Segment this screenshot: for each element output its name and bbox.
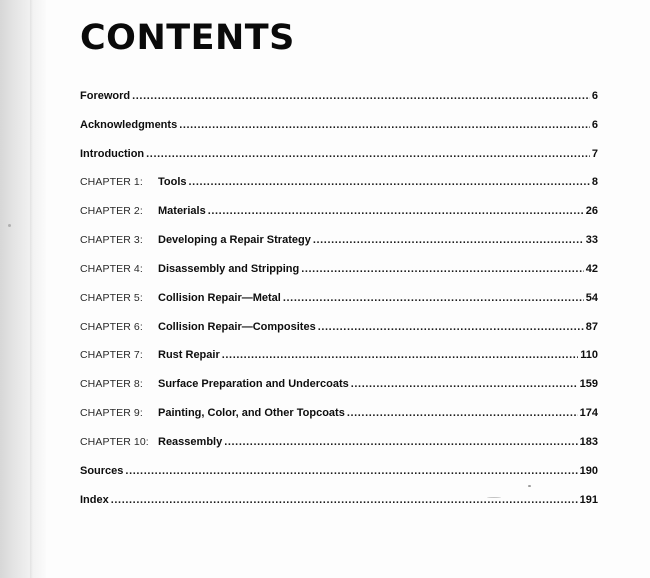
page-number: 54 <box>585 291 598 304</box>
entry-title: Disassembly and Stripping <box>158 262 300 275</box>
page-number: 33 <box>585 234 598 247</box>
page-number: 190 <box>579 464 598 477</box>
dot-leader <box>146 146 590 162</box>
toc-entry-10 <box>80 347 598 376</box>
page-number: 87 <box>585 320 598 333</box>
entry-title: Reassembly <box>158 435 223 448</box>
page-number: 174 <box>579 407 598 420</box>
entry-title: Collision Repair—Composites <box>158 320 316 333</box>
page-number: 42 <box>585 262 598 275</box>
page-number: 183 <box>579 435 598 448</box>
toc-entry-5 <box>80 203 598 232</box>
entry-title: Developing a Repair Strategy <box>158 234 311 247</box>
dot-leader <box>313 232 584 248</box>
toc-entry-12 <box>80 405 598 434</box>
page-number: 8 <box>591 176 598 189</box>
dot-leader <box>301 261 584 277</box>
chapter-label: CHAPTER 10: <box>80 435 149 448</box>
table-of-contents <box>80 88 598 520</box>
page-number: 6 <box>591 118 598 131</box>
chapter-label: CHAPTER 1: <box>80 176 143 189</box>
dot-leader <box>111 492 578 508</box>
toc-entry-2 <box>80 117 598 146</box>
entry-title: Introduction <box>80 147 145 160</box>
scan-speck <box>528 485 531 487</box>
entry-title: Sources <box>80 464 124 477</box>
dot-leader <box>318 319 584 335</box>
scan-speck <box>8 224 11 227</box>
dot-leader <box>179 117 590 133</box>
entry-title: Foreword <box>80 90 131 102</box>
dot-leader <box>347 405 578 421</box>
chapter-label: CHAPTER 5: <box>80 291 143 304</box>
toc-entry-13 <box>80 434 598 463</box>
chapter-label: CHAPTER 4: <box>80 262 143 275</box>
toc-entry-15 <box>80 492 598 521</box>
entry-title: Tools <box>158 176 187 189</box>
toc-entry-9 <box>80 319 598 348</box>
chapter-label: CHAPTER 3: <box>80 234 143 247</box>
chapter-label: CHAPTER 6: <box>80 320 143 333</box>
toc-entry-11 <box>80 376 598 405</box>
toc-entry-7 <box>80 261 598 290</box>
entry-title: Painting, Color, and Other Topcoats <box>158 407 345 420</box>
page-number: 191 <box>579 493 598 506</box>
toc-entry-3 <box>80 146 598 175</box>
entry-title: Surface Preparation and Undercoats <box>158 378 349 391</box>
chapter-label: CHAPTER 8: <box>80 378 143 391</box>
dot-leader <box>222 347 579 363</box>
binding-edge <box>30 0 33 578</box>
entry-title: Index <box>80 493 109 506</box>
dot-leader <box>224 434 577 450</box>
toc-entry-8 <box>80 290 598 319</box>
page-number: 110 <box>580 349 598 362</box>
chapter-label: CHAPTER 2: <box>80 205 143 218</box>
page-number: 7 <box>591 147 598 160</box>
toc-entry-4 <box>80 174 598 203</box>
entry-title: Materials <box>158 205 206 218</box>
dot-leader <box>208 203 584 219</box>
toc-entry-6 <box>80 232 598 261</box>
entry-title: Collision Repair—Metal <box>158 291 281 304</box>
page-number: 6 <box>591 90 598 102</box>
page-number: 159 <box>579 378 598 391</box>
dot-leader <box>189 174 590 190</box>
dot-leader <box>283 290 584 306</box>
chapter-label: CHAPTER 7: <box>80 349 143 362</box>
dot-leader <box>132 88 590 104</box>
page-number: 26 <box>585 205 598 218</box>
chapter-label: CHAPTER 9: <box>80 407 143 420</box>
scan-speck <box>487 497 501 498</box>
entry-title: Acknowledgments <box>80 118 178 131</box>
entry-title: Rust Repair <box>158 349 220 362</box>
toc-entry-1 <box>80 88 598 117</box>
dot-leader <box>351 376 578 392</box>
dot-leader <box>125 463 577 479</box>
toc-entry-14 <box>80 463 598 492</box>
page-title: CONTENTS <box>80 18 295 58</box>
binding-shadow <box>0 0 46 578</box>
